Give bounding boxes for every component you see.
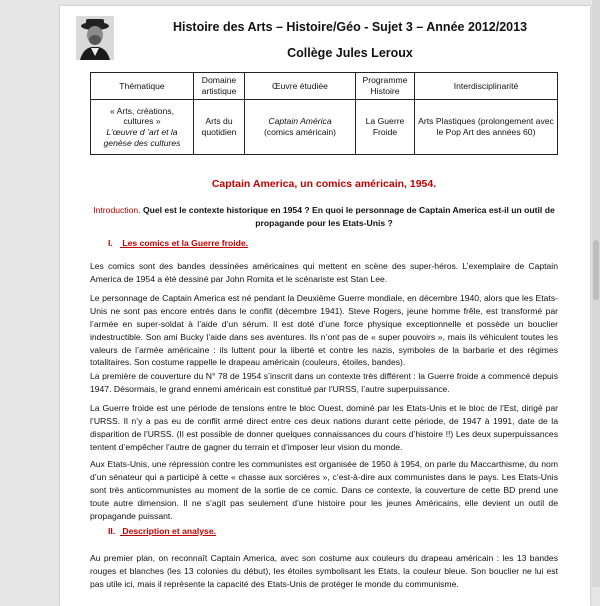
document-page	[60, 6, 590, 606]
scrollbar-thumb[interactable]	[593, 240, 599, 300]
paragraph: La Guerre froide est une période de tensions entre le bloc Ouest, dominé par les Etats-Unis et le bloc de l’Est, dirigé par l’URSS. Il n’y a pas eu de conflit armé direct entre ces deux nations durant cette période, de 1947 à 1991, date de la disparition de l’URSS. (Il est possible de donner quelques connaissances du cours d’histoire !!) Les deux superpuissances tentent d’empêcher l’autre de gagner du terrain et d’imposer leur vision du monde.	[90, 403, 558, 452]
section-heading-1	[108, 238, 248, 248]
section-heading-2	[108, 526, 216, 536]
thematique-line1: « Arts, créations, cultures »	[109, 105, 174, 127]
paragraph: Aux Etats-Unis, une répression contre les communistes est organisée de 1950 à 1954, on parle du Maccarthisme, du nom d’un sénateur qui a participé à cette « chasse aux sorcières », c’est-à-dire aux communistes dans le pays. Les Etats-Unis sont très anticommunistes au moment de la sortie de ce comic. Dans ce contexte, la couverture de cette BD prend une toute autre dimension. Il ne s’agit pas seulement d’une histoire pour les jeunes Américains, elle devient un outil de propagande puissant.	[90, 459, 558, 521]
oeuvre-subtitle: (comics américain)	[263, 127, 337, 137]
portrait-image	[76, 16, 114, 60]
section-number: I.	[108, 238, 113, 248]
table-header-row	[91, 73, 558, 100]
header-thematique: Thématique	[91, 73, 194, 100]
document-title: Histoire des Arts – Histoire/Géo - Sujet 3 – Année 2012/2013	[172, 20, 528, 34]
scrollbar[interactable]	[592, 0, 600, 587]
oeuvre-title: Captain América	[268, 116, 332, 127]
info-table	[90, 72, 558, 155]
introduction-question: Quel est le contexte historique en 1954 ? En quoi le personnage de Captain America est-il un outil de propagande pour les Etats-Unis ?	[142, 205, 555, 229]
paragraph: La première de couverture du N° 78 de 1954 s’inscrit dans un contexte très différent : la Guerre froide a commencé depuis 1947. Désormais, le grand ennemi américain est constitué par l’URSS, l’autre superpuissance.	[90, 371, 558, 394]
cell-interdisciplinarite: Arts Plastiques (prolongement avec le Pop Art des années 60)	[415, 100, 558, 155]
header-domaine: Domaine artistique	[194, 73, 245, 100]
paragraph: Au premier plan, on reconnaît Captain America, avec son costume aux couleurs du drapeau américain : les 13 bandes rouges et blanches (les 13 colonies du début), les étoiles symbolisant les Etats, la couleur bleue. Son bouclier ne lui est pas utile ici, mais il représente la capacité des Etats-Unis de protéger le monde du communisme.	[90, 553, 558, 589]
thematique-line2: L’œuvre d ’art et la genèse des cultures	[103, 127, 181, 148]
table-row	[91, 100, 558, 155]
introduction-label: Introduction.	[93, 205, 141, 215]
header-oeuvre: Œuvre étudiée	[245, 73, 356, 100]
section-title: Description et analyse.	[122, 526, 217, 536]
section-number: II.	[108, 526, 116, 536]
paragraph: Le personnage de Captain America est né pendant la Deuxième Guerre mondiale, en décembre 1940, alors que les Etats-Unis ne sont pas encore entrés dans le conflit (décembre 1941). Steve Rogers, jeune homme frêle, est transformé par l’armée en super-soldat à l’aide d’un sérum. Il est doté d’une force physique exceptionnelle et possède un bouclier indestructible. Son ami Bucky l’aide dans ses aventures. Ils n’ont pas de « super pouvoirs », mais ils véhiculent toutes les valeurs de l’armée américaine : ils luttent pour la liberté et contre les nazis, symboles de la barbarie et des régimes totalitaires. Son costume rappelle le drapeau américain (couleurs, étoiles, bandes).	[90, 293, 558, 368]
subject-title: Captain America, un comics américain, 1954.	[211, 178, 437, 190]
cell-oeuvre	[245, 100, 356, 155]
paragraph: Les comics sont des bandes dessinées américaines qui mettent en scène des super-héros. L’exemplaire de Captain America de 1954 a été dessiné par John Romita et le scénariste est Stan Lee.	[90, 261, 558, 284]
section-title: Les comics et la Guerre froide.	[122, 238, 249, 248]
college-name: Collège Jules Leroux	[287, 46, 413, 60]
cell-programme: La Guerre Froide	[356, 100, 415, 155]
cell-thematique	[91, 100, 194, 155]
cell-domaine: Arts du quotidien	[194, 100, 245, 155]
header-programme: Programme Histoire	[356, 73, 415, 100]
introduction	[90, 204, 558, 231]
header-interdisciplinarite: Interdisciplinarité	[415, 73, 558, 100]
